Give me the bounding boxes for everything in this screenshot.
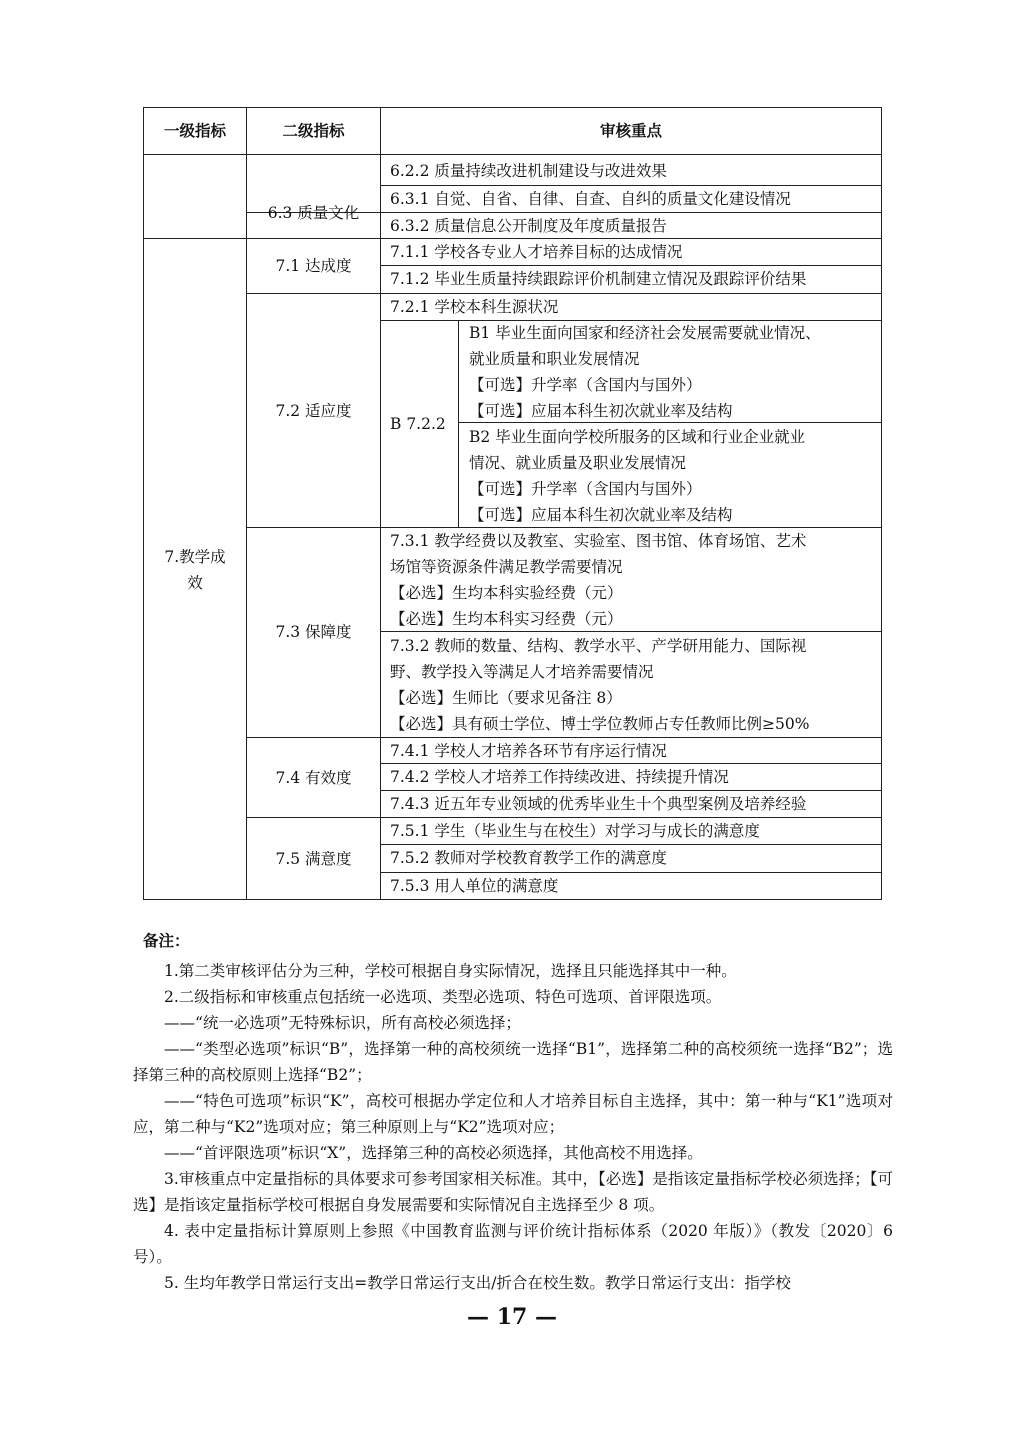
header-col1: 一级指标 — [163, 122, 226, 140]
review-item-732: 野、教学投入等满足人才培养需要情况 — [390, 663, 654, 681]
review-item-751: 7.5.1 学生（毕业生与在校生）对学习与成长的满意度 — [390, 822, 760, 840]
level2-74: 7.4 有效度 — [275, 769, 352, 787]
note-item: ——“特色可选项”标识“K”，高校可根据办学定位和人才培养目标自主选择，其中：第一种与“K1”选项对应，第二种与“K2”选项对应；第三种原则上与“K2”选项对应； — [133, 1092, 893, 1136]
review-item-622: 6.2.2 质量持续改进机制建设与改进效果 — [390, 162, 667, 180]
review-item-731: 场馆等资源条件满足教学需要情况 — [390, 558, 623, 576]
review-item-731: 【必选】生均本科实习经费（元） — [390, 610, 623, 628]
review-item-742: 7.4.2 学校人才培养工作持续改进、持续提升情况 — [390, 768, 729, 786]
level2-73: 7.3 保障度 — [275, 623, 352, 641]
b1-line: 就业质量和职业发展情况 — [469, 350, 640, 368]
b2-line: B2 毕业生面向学校所服务的区域和行业企业就业 — [469, 428, 806, 446]
page-number: — 17 — — [467, 1304, 557, 1330]
review-item-731: 【必选】生均本科实验经费（元） — [390, 584, 623, 602]
review-item-632: 6.3.2 质量信息公开制度及年度质量报告 — [390, 217, 667, 235]
b1-line: 【可选】升学率（含国内与国外） — [469, 376, 702, 394]
header-col2: 二级指标 — [282, 122, 345, 140]
review-item-631: 6.3.1 自觉、自省、自律、自查、自纠的质量文化建设情况 — [390, 190, 791, 208]
note-item: 5. 生均年教学日常运行支出=教学日常运行支出/折合在校生数。教学日常运行支出：指学校 — [164, 1274, 791, 1292]
review-item-752: 7.5.2 教师对学校教育教学工作的满意度 — [390, 849, 667, 867]
review-item-743: 7.4.3 近五年专业领域的优秀毕业生十个典型案例及培养经验 — [390, 795, 807, 813]
row-divider — [144, 154, 881, 155]
level2-63: 6.3 质量文化 — [267, 204, 360, 222]
b2-line: 情况、就业质量及职业发展情况 — [469, 454, 687, 472]
level2-71: 7.1 达成度 — [275, 257, 352, 275]
review-item-732: 7.3.2 教师的数量、结构、教学水平、产学研用能力、国际视 — [390, 637, 807, 655]
note-item: 4. 表中定量指标计算原则上参照《中国教育监测与评价统计指标体系（2020 年版）》（教发〔2020〕6 号）。 — [133, 1222, 893, 1266]
header-col3: 审核重点 — [599, 122, 662, 140]
note-item: 1.第二类审核评估分为三种，学校可根据自身实际情况，选择且只能选择其中一种。 — [164, 962, 737, 980]
note-item: ——“首评限选项”标识“X”，选择第三种的高校必须选择，其他高校不用选择。 — [164, 1144, 703, 1162]
criteria-table — [143, 107, 882, 900]
review-item-753: 7.5.3 用人单位的满意度 — [390, 877, 559, 895]
level2-72: 7.2 适应度 — [275, 402, 352, 420]
level2-75: 7.5 满意度 — [275, 850, 352, 868]
b2-line: 【可选】应届本科生初次就业率及结构 — [469, 506, 733, 524]
level1-7: 7.教学成效 — [164, 548, 226, 592]
review-item-741: 7.4.1 学校人才培养各环节有序运行情况 — [390, 742, 667, 760]
col-divider — [458, 320, 459, 527]
review-item-721: 7.2.1 学校本科生源状况 — [390, 298, 559, 316]
notes-title: 备注： — [143, 932, 190, 950]
note-item: ——“类型必选项”标识“B”，选择第一种的高校须统一选择“B1”，选择第二种的高校须统一选择“B2”；选择第三种的高校原则上选择“B2”； — [133, 1040, 893, 1084]
review-item-732: 【必选】生师比（要求见备注 8） — [390, 689, 622, 707]
note-item: ——“统一必选项”无特殊标识，所有高校必须选择； — [164, 1014, 521, 1032]
notes-section — [133, 928, 893, 1296]
col-divider — [380, 108, 381, 900]
review-item-712: 7.1.2 毕业生质量持续跟踪评价机制建立情况及跟踪评价结果 — [390, 270, 807, 288]
b2-line: 【可选】升学率（含国内与国外） — [469, 480, 702, 498]
row-divider — [246, 293, 881, 294]
b1-line: B1 毕业生面向国家和经济社会发展需要就业情况、 — [469, 324, 821, 342]
review-item-711: 7.1.1 学校各专业人才培养目标的达成情况 — [390, 243, 683, 261]
review-item-b722: B 7.2.2 — [390, 415, 446, 433]
b1-line: 【可选】应届本科生初次就业率及结构 — [469, 402, 733, 420]
note-item: 3.审核重点中定量指标的具体要求可参考国家相关标准。其中，【必选】是指该定量指标学校必须选择；【可选】是指该定量指标学校可根据自身发展需要和实际情况自主选择至少 8 项。 — [133, 1170, 893, 1214]
review-item-731: 7.3.1 教学经费以及教室、实验室、图书馆、体育场馆、艺术 — [390, 532, 807, 550]
note-item: 2.二级指标和审核重点包括统一必选项、类型必选项、特色可选项、首评限选项。 — [164, 988, 722, 1006]
review-item-732: 【必选】具有硕士学位、博士学位教师占专任教师比例≥50% — [390, 715, 810, 733]
